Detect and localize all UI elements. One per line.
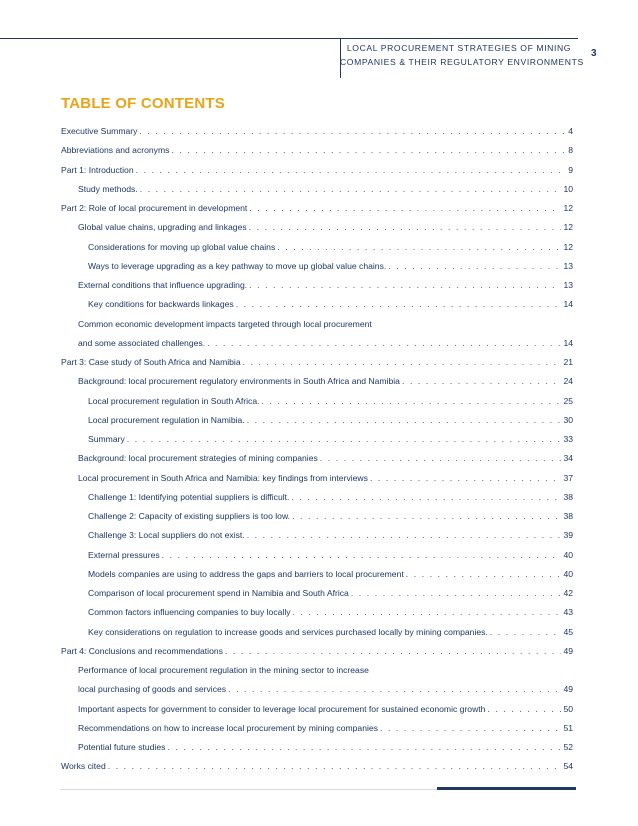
toc-dot-leader xyxy=(277,242,561,252)
running-header xyxy=(340,42,584,69)
running-header-line-1: LOCAL PROCUREMENT STRATEGIES OF MINING xyxy=(346,43,572,53)
toc-dot-leader xyxy=(320,453,562,463)
toc-entry-page: 13 xyxy=(563,280,573,290)
toc-entry[interactable] xyxy=(61,280,573,299)
toc-entry[interactable] xyxy=(61,723,573,742)
toc-entry[interactable] xyxy=(61,242,573,261)
toc-entry-text: Challenge 2: Capacity of existing suppliers is too low. xyxy=(88,511,291,521)
toc-dot-leader xyxy=(139,126,566,136)
toc-entry[interactable] xyxy=(61,588,573,607)
toc-entry-page: 39 xyxy=(563,530,573,541)
toc-entry-text: Background: local procurement strategies of mining companies xyxy=(78,453,318,464)
toc-entry-text: Part 3: Case study of South Africa and Namibia xyxy=(61,357,241,367)
toc-dot-leader xyxy=(247,530,562,540)
toc-entry-page: 9 xyxy=(568,164,573,175)
toc-entry[interactable] xyxy=(61,434,573,453)
toc-dot-leader xyxy=(292,511,561,521)
toc-entry-text: Ways to leverage upgrading as a key pathway to move up global value chains. xyxy=(88,260,387,271)
toc-entry-text: Key considerations on regulation to increase goods and services purchased locally by mining companies. xyxy=(88,626,488,637)
toc-entry[interactable] xyxy=(61,704,573,723)
toc-entry-page: 40 xyxy=(563,568,573,579)
toc-dot-leader xyxy=(108,761,562,771)
toc-dot-leader xyxy=(207,338,561,348)
toc-entry-text: and some associated challenges. xyxy=(78,337,206,348)
toc-entry[interactable] xyxy=(61,338,573,357)
toc-dot-leader xyxy=(351,588,562,598)
toc-entry[interactable] xyxy=(61,742,573,761)
toc-entry-text: Local procurement regulation in South Africa. xyxy=(88,395,260,406)
toc-entry-page: 12 xyxy=(563,241,573,252)
toc-entry-page: 51 xyxy=(563,722,573,733)
toc-entry[interactable] xyxy=(61,473,573,492)
toc-entry-page: 40 xyxy=(563,549,573,560)
toc-entry-text: Local procurement in South Africa and Namibia: key findings from interviews xyxy=(78,472,368,483)
toc-entry-page: 12 xyxy=(563,222,573,233)
toc-entry-text: Models companies are using to address the gaps and barriers to local procurement xyxy=(88,568,404,579)
toc-entry-page: 38 xyxy=(563,491,573,502)
toc-dot-leader xyxy=(167,742,561,752)
toc-entry-page: 30 xyxy=(563,414,573,425)
toc-entry-page: 8 xyxy=(568,145,573,156)
toc-entry-page: 12 xyxy=(563,203,573,213)
toc-entry[interactable] xyxy=(61,415,573,434)
toc-entry-text: Summary xyxy=(88,434,125,444)
toc-entry-text: Common factors influencing companies to buy locally xyxy=(88,607,291,618)
toc-dot-leader xyxy=(388,261,561,271)
toc-entry-page: 49 xyxy=(563,684,573,695)
toc-dot-leader xyxy=(236,299,562,309)
toc-dot-leader xyxy=(249,222,562,232)
toc-dot-leader xyxy=(228,684,561,694)
toc-entry[interactable] xyxy=(61,511,573,530)
toc-entry[interactable] xyxy=(61,299,573,318)
header-rule xyxy=(0,38,578,39)
toc-dot-leader xyxy=(487,704,561,714)
toc-dot-leader xyxy=(140,184,562,194)
toc-entry-text: Common economic development impacts targeted through local procurement xyxy=(78,318,372,329)
toc-entry-text: Challenge 3: Local suppliers do not exist. xyxy=(88,530,245,541)
toc-entry-page: 52 xyxy=(563,742,573,752)
toc-entry-text: External pressures xyxy=(88,549,160,560)
toc-dot-leader xyxy=(402,376,561,386)
toc-entry-page: 49 xyxy=(563,645,573,656)
toc-dot-leader xyxy=(136,165,567,175)
toc-entry-page: 45 xyxy=(563,626,573,637)
toc-entry-text: Part 1: Introduction xyxy=(61,164,134,175)
toc-dot-leader xyxy=(162,550,562,560)
toc-entry-text: Recommendations on how to increase local procurement by mining companies xyxy=(78,722,378,733)
toc-entry-page: 54 xyxy=(563,761,573,772)
toc-entry[interactable] xyxy=(61,203,573,222)
toc-entry[interactable] xyxy=(61,357,573,376)
toc-entry-text: Abbreviations and acronyms xyxy=(61,145,170,156)
toc-dot-leader xyxy=(370,473,561,483)
toc-entry-page: 21 xyxy=(563,357,573,367)
toc-entry-text: Part 4: Conclusions and recommendations xyxy=(61,645,223,656)
toc-entry-page: 38 xyxy=(563,511,573,521)
toc-entry-page: 34 xyxy=(563,453,573,464)
toc-entry[interactable] xyxy=(61,126,573,145)
toc-entry-page: 13 xyxy=(563,260,573,271)
toc-entry-page: 24 xyxy=(563,376,573,387)
toc-dot-leader xyxy=(249,203,561,213)
toc-entry-text: Considerations for moving up global value chains xyxy=(88,241,276,252)
toc-entry-text: Key conditions for backwards linkages xyxy=(88,299,234,310)
toc-entry[interactable] xyxy=(61,607,573,626)
toc-entry-text: Performance of local procurement regulation in the mining sector to increase xyxy=(78,665,369,675)
toc-dot-leader xyxy=(225,646,562,656)
toc-entry[interactable] xyxy=(61,761,573,780)
toc-entry-text: Potential future studies xyxy=(78,742,166,752)
toc-entry[interactable] xyxy=(61,261,573,280)
footer-accent-bar xyxy=(437,787,576,790)
toc-entry-text: Study methods. xyxy=(78,183,138,194)
toc-entry-page: 42 xyxy=(563,588,573,598)
toc-entry[interactable] xyxy=(61,492,573,511)
toc-entry-text: Executive Summary xyxy=(61,126,138,136)
toc-dot-leader xyxy=(171,145,566,155)
toc-dot-leader xyxy=(293,607,562,617)
toc-entry[interactable] xyxy=(61,165,573,184)
toc-entry-page: 14 xyxy=(563,337,573,348)
toc-entry-text: local purchasing of goods and services xyxy=(78,684,227,695)
toc-dot-leader xyxy=(406,569,562,579)
toc-entry[interactable] xyxy=(61,530,573,549)
toc-entry-text: Global value chains, upgrading and linkages xyxy=(78,222,247,233)
toc-entry-page: 37 xyxy=(563,472,573,483)
toc-dot-leader xyxy=(249,280,561,290)
toc-entry[interactable] xyxy=(61,453,573,472)
toc-entry-page: 25 xyxy=(563,395,573,406)
toc-entry-page: 33 xyxy=(563,434,573,444)
toc-dot-leader xyxy=(262,396,562,406)
toc-entry[interactable] xyxy=(61,145,573,164)
toc-title: TABLE OF CONTENTS xyxy=(61,95,225,112)
toc-dot-leader xyxy=(247,415,562,425)
page-number: 3 xyxy=(591,48,597,59)
toc-entry-text: External conditions that influence upgrading. xyxy=(78,280,248,290)
toc-entry-text: Local procurement regulation in Namibia. xyxy=(88,414,245,425)
toc-entry-text: Comparison of local procurement spend in Namibia and South Africa xyxy=(88,588,349,598)
toc-entry-page: 14 xyxy=(563,299,573,310)
toc-entry[interactable] xyxy=(61,550,573,569)
running-header-line-2: COMPANIES & THEIR REGULATORY ENVIRONMENTS xyxy=(340,56,584,67)
toc-entry[interactable] xyxy=(61,569,573,588)
toc-entry-text: Works cited xyxy=(61,761,106,772)
toc-entry-text: Challenge 1: Identifying potential suppliers is difficult. xyxy=(88,491,290,502)
toc-entry[interactable] xyxy=(61,684,573,703)
toc-dot-leader xyxy=(380,723,561,733)
toc-entry-page: 4 xyxy=(568,126,573,136)
toc-entry[interactable] xyxy=(61,665,573,684)
toc-entry-text: Important aspects for government to consider to leverage local procurement for sustained economic growth xyxy=(78,703,486,714)
toc-dot-leader xyxy=(243,357,562,367)
toc-entry-page: 43 xyxy=(563,607,573,618)
toc-entry[interactable] xyxy=(61,396,573,415)
toc-entry[interactable] xyxy=(61,184,573,203)
toc-dot-leader xyxy=(127,434,562,444)
toc-dot-leader xyxy=(490,627,562,637)
toc-entry-page: 10 xyxy=(563,183,573,194)
toc-entry-page: 50 xyxy=(563,703,573,714)
toc-entry[interactable] xyxy=(61,376,573,395)
toc-entry-text: Part 2: Role of local procurement in development xyxy=(61,203,248,213)
toc-entry-text: Background: local procurement regulatory environments in South Africa and Namibia xyxy=(78,376,400,387)
toc-entry[interactable] xyxy=(61,627,573,646)
toc-entry[interactable] xyxy=(61,646,573,665)
toc-dot-leader xyxy=(291,492,561,502)
toc-list xyxy=(61,126,573,781)
toc-entry[interactable] xyxy=(61,222,573,241)
toc-entry[interactable] xyxy=(61,319,573,338)
